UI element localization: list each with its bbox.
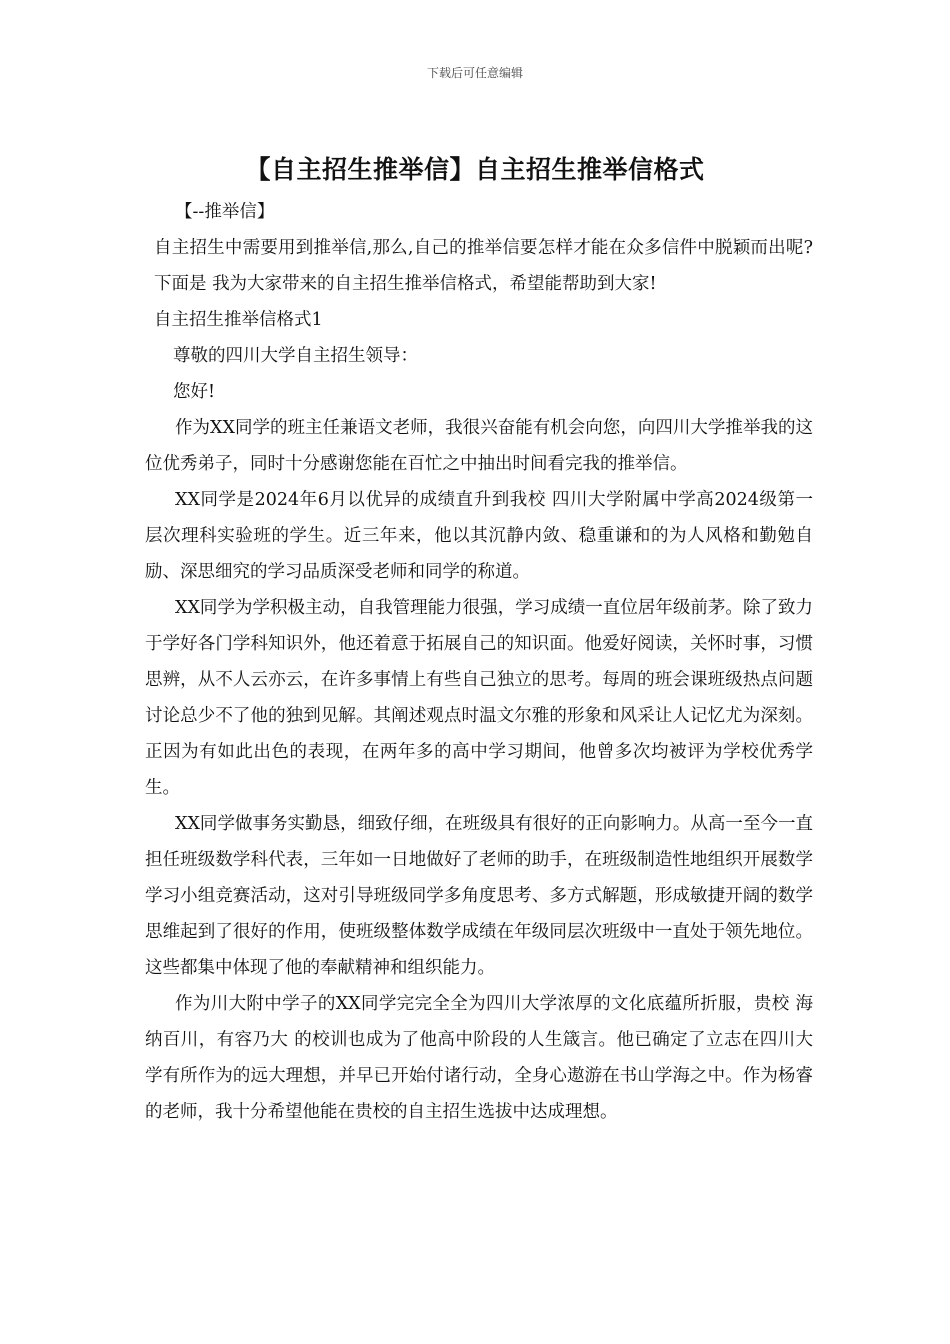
intro-paragraph: 自主招生中需要用到推举信,那么,自己的推举信要怎样才能在众多信件中脱颖而出呢?下面是 我为大家带来的自主招生推举信格式，希望能帮助到大家!: [154, 238, 813, 294]
document-body: [145, 194, 813, 1130]
greeting: 您好!: [173, 382, 216, 402]
body-paragraph: XX同学是2024年6月以优异的成绩直升到我校 四川大学附属中学高2024级第一层次理科实验班的学生。近三年来，他以其沉静内敛、稳重谦和的为人风格和勤勉自励、深思细究的学习品质深受老师和同学的称道。: [145, 490, 813, 582]
page-header-note: 下载后可任意编辑: [426, 66, 523, 80]
body-paragraph: 作为XX同学的班主任兼语文老师，我很兴奋能有机会向您，向四川大学推举我的这位优秀弟子，同时十分感谢您能在百忙之中抽出时间看完我的推举信。: [145, 418, 813, 474]
body-paragraph: XX同学为学积极主动，自我管理能力很强，学习成绩一直位居年级前茅。除了致力于学好各门学科知识外，他还着意于拓展自己的知识面。他爱好阅读，关怀时事，习惯思辨，从不人云亦云，在许多事情上有些自己独立的思考。每周的班会课班级热点问题讨论总少不了他的独到见解。其阐述观点时温文尔雅的形象和风采让人记忆尤为深刻。正因为有如此出色的表现，在两年多的高中学习期间，他曾多次均被评为学校优秀学生。: [145, 598, 813, 798]
document-title: 【自主招生推举信】自主招生推举信格式: [245, 155, 705, 184]
body-paragraph: 作为川大附中学子的XX同学完完全全为四川大学浓厚的文化底蕴所折服，贵校 海纳百川，有容乃大 的校训也成为了他高中阶段的人生箴言。他已确定了立志在四川大学有所作为的远大理想，并早已开始付诸行动，全身心遨游在书山学海之中。作为杨睿的老师，我十分希望他能在贵校的自主招生选拔中达成理想。: [145, 994, 813, 1122]
tag-line: 【--推举信】: [175, 202, 275, 222]
body-paragraph: XX同学做事务实勤恳，细致仔细，在班级具有很好的正向影响力。从高一至今一直担任班级数学科代表，三年如一日地做好了老师的助手，在班级制造性地组织开展数学学习小组竞赛活动，这对引导班级同学多角度思考、多方式解题，形成敏捷开阔的数学思维起到了很好的作用，使班级整体数学成绩在年级同层次班级中一直处于领先地位。这些都集中体现了他的奉献精神和组织能力。: [145, 814, 813, 978]
section-heading: 自主招生推举信格式1: [154, 310, 323, 330]
salutation: 尊敬的四川大学自主招生领导：: [173, 346, 418, 366]
